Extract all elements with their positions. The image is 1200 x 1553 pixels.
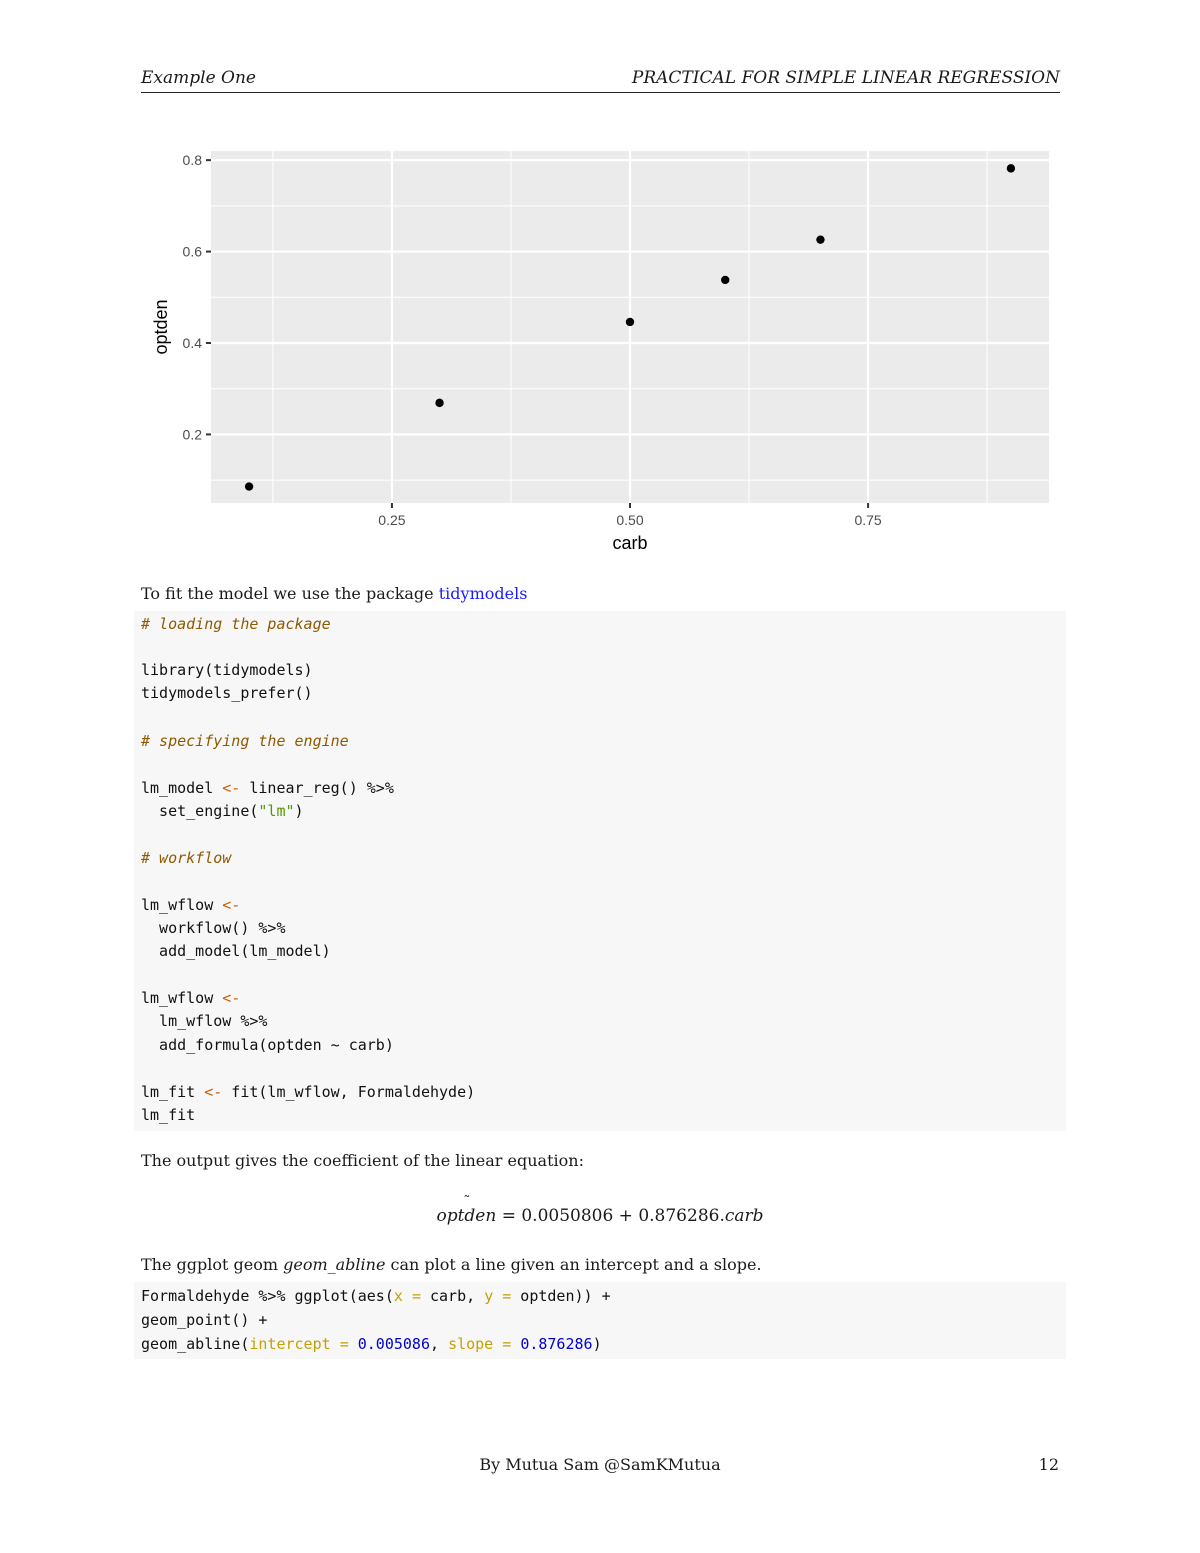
geom-text: The ggplot geom: [141, 1255, 284, 1274]
code-line: [141, 1333, 602, 1355]
code-comment: # workflow: [141, 849, 232, 867]
data-point: [435, 399, 443, 407]
data-point: [1007, 164, 1015, 172]
code-string: "lm": [258, 802, 295, 820]
code-line: [141, 1285, 611, 1307]
y-axis-label: optden: [151, 299, 171, 355]
code-operator: <-: [222, 896, 241, 914]
code-text: lm_model: [141, 779, 223, 797]
data-point: [245, 482, 253, 490]
intro-text: To fit the model we use the package: [141, 584, 439, 603]
code-operator: <-: [204, 1083, 223, 1101]
code-text: workflow() %>%: [141, 919, 286, 937]
equation-variable: carb: [724, 1206, 764, 1226]
code-text: geom_point() +: [141, 1311, 268, 1329]
tidymodels-link[interactable]: tidymodels: [438, 584, 528, 603]
intro-paragraph: [141, 584, 527, 603]
running-header-right: PRACTICAL FOR SIMPLE LINEAR REGRESSION: [631, 68, 1060, 88]
code-comment: # loading the package: [141, 615, 331, 633]
code-text: linear_reg() %>%: [240, 779, 394, 797]
code-line: [141, 1034, 394, 1056]
code-text: fit(lm_wflow, Formaldehyde): [222, 1083, 476, 1101]
equation-rhs: = 0.0050806 + 0.876286.: [496, 1206, 725, 1226]
code-block-plot: [134, 1282, 1066, 1359]
header-rule: [141, 92, 1060, 93]
code-number: 0.005086: [357, 1335, 430, 1353]
code-line: [141, 940, 331, 962]
data-point: [626, 318, 634, 326]
geom-name: geom_abline: [283, 1255, 386, 1274]
code-text: lm_wflow: [141, 896, 223, 914]
code-line: [141, 917, 286, 939]
code-operator: <-: [222, 989, 241, 1007]
code-text: tidymodels_prefer(): [141, 684, 313, 702]
code-number: 0.876286: [520, 1335, 593, 1353]
code-line: [141, 1010, 267, 1032]
code-line: [141, 613, 331, 635]
code-text: optden)) +: [511, 1287, 611, 1305]
code-text: lm_wflow: [141, 989, 223, 1007]
code-line: [141, 659, 313, 681]
code-line: [141, 730, 349, 752]
x-tick-label: 0.50: [616, 512, 644, 528]
x-tick-label: 0.25: [378, 512, 406, 528]
geom-paragraph: [141, 1255, 762, 1274]
x-axis-label: carb: [612, 533, 648, 553]
code-line: [141, 894, 240, 916]
y-tick-label: 0.8: [182, 152, 202, 169]
code-block-model: [134, 611, 1066, 1131]
code-argument: y: [484, 1287, 494, 1305]
data-point: [721, 276, 729, 284]
code-argument: slope: [448, 1335, 494, 1353]
equation-lhs: optden ˜: [436, 1206, 496, 1226]
code-text: lm_wflow %>%: [141, 1012, 268, 1030]
code-line: [141, 777, 394, 799]
code-operator: <-: [222, 779, 241, 797]
data-point: [816, 235, 824, 243]
code-text: library(tidymodels): [141, 661, 313, 679]
code-line: [141, 800, 304, 822]
geom-text: can plot a line given an intercept and a slope.: [385, 1255, 762, 1274]
footer-author: By Mutua Sam @SamKMutua: [479, 1455, 721, 1474]
code-text: add_model(lm_model): [141, 942, 331, 960]
code-argument: intercept: [249, 1335, 331, 1353]
code-text: Formaldehyde %>% ggplot(aes(: [141, 1287, 394, 1305]
code-line: [141, 682, 313, 704]
regression-equation: [0, 1206, 1200, 1226]
code-argument: x: [393, 1287, 403, 1305]
code-text: geom_abline(: [141, 1335, 250, 1353]
running-header-left: Example One: [141, 68, 256, 88]
code-text: carb,: [420, 1287, 485, 1305]
code-line: [141, 1309, 267, 1331]
code-text: add_formula(optden ~ carb): [141, 1036, 394, 1054]
code-operator: =: [411, 1287, 421, 1305]
y-tick-label: 0.4: [182, 335, 202, 351]
code-operator: =: [502, 1287, 512, 1305]
y-tick-label: 0.6: [182, 243, 202, 260]
code-text: ,: [430, 1335, 449, 1353]
output-paragraph: The output gives the coefficient of the linear equation:: [141, 1151, 584, 1170]
code-text: ): [294, 802, 304, 820]
code-line: [141, 987, 240, 1009]
scatter-chart: [130, 130, 1070, 570]
code-line: [141, 1081, 475, 1103]
code-line: [141, 847, 231, 869]
code-text: set_engine(: [141, 802, 259, 820]
y-tick-label: 0.2: [182, 426, 202, 443]
code-text: lm_fit: [141, 1083, 205, 1101]
code-text: ): [592, 1335, 602, 1353]
code-text: lm_fit: [141, 1106, 196, 1124]
code-operator: =: [339, 1335, 349, 1353]
code-line: [141, 1104, 195, 1126]
code-operator: =: [502, 1335, 512, 1353]
x-tick-label: 0.75: [854, 512, 882, 528]
page-number: 12: [1038, 1455, 1059, 1474]
code-comment: # specifying the engine: [141, 732, 349, 750]
